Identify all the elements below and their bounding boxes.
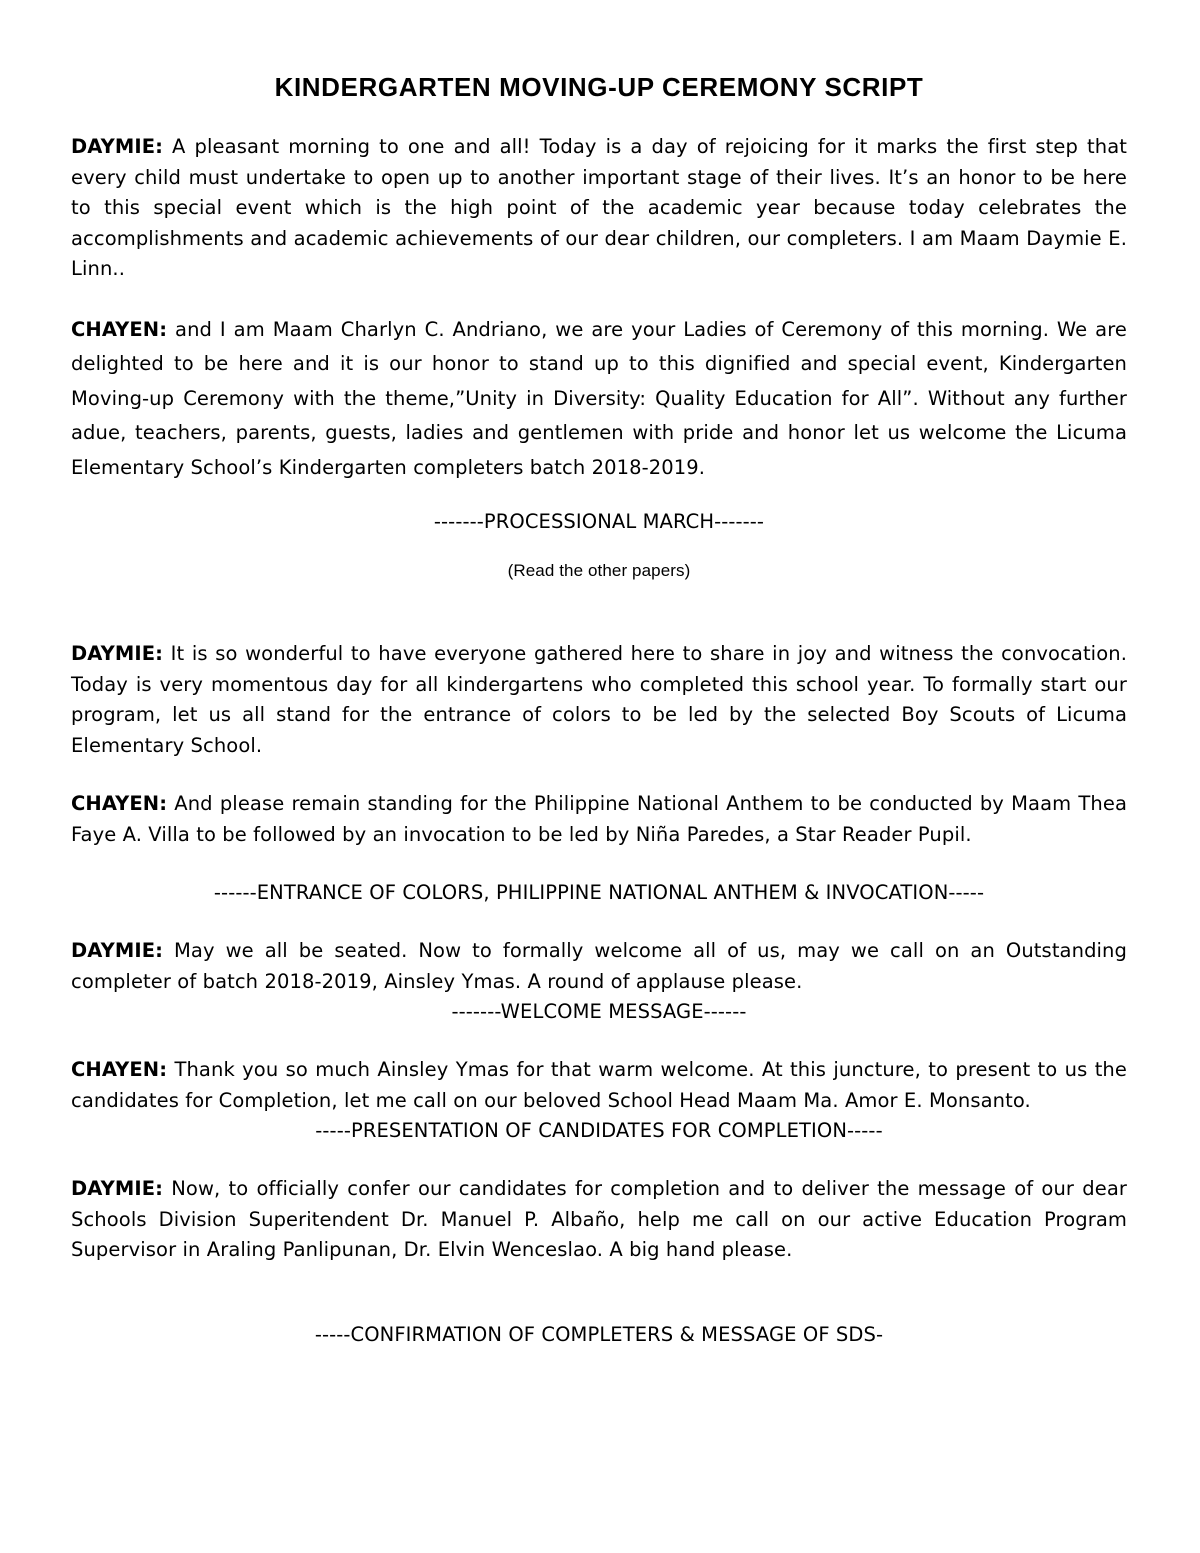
speaker-label: DAYMIE: — [71, 135, 164, 158]
speaker-label: CHAYEN: — [71, 317, 168, 341]
paragraph-text: and I am Maam Charlyn C. Andriano, we are your Ladies of Ceremony of this morning. We are delighted to be here and it is our honor to stand up to this dignified and special event, Kindergarten Moving-up Ceremony with the theme,”Unity in Diversity: Quality Education for All”. Without any further adue, teachers, parents, guests, ladies and gentlemen with pride and honor let us welcome the Licuma Elementary School’s Kindergarten completers batch 2018-2019. — [71, 317, 1127, 479]
section-heading-entrance-of-colors: ------ENTRANCE OF COLORS, PHILIPPINE NATIONAL ANTHEM & INVOCATION----- — [213, 881, 985, 904]
section-heading-processional: -------PROCESSIONAL MARCH------- — [433, 510, 765, 533]
paragraph-text: A pleasant morning to one and all! Today is a day of rejoicing for it marks the first step that every child must undertake to open up to another important stage of their lives. It’s an honor to be here to this special event which is the high point of the academic year because today celebrates the accomplishments and academic achievements of our dear children, our completers. I am Maam Daymie E. Linn.. — [71, 135, 1127, 280]
section-heading-confirmation: -----CONFIRMATION OF COMPLETERS & MESSAGE OF SDS- — [314, 1322, 884, 1346]
section-heading-presentation-of-candidates: -----PRESENTATION OF CANDIDATES FOR COMPLETION----- — [315, 1119, 883, 1142]
document-title: KINDERGARTEN MOVING-UP CEREMONY SCRIPT — [274, 72, 924, 102]
speaker-label: DAYMIE: — [71, 642, 164, 665]
speaker-label: DAYMIE: — [71, 1177, 164, 1200]
paragraph-daymie-opening — [71, 132, 1127, 285]
paragraph-daymie-confer — [71, 1174, 1127, 1266]
paragraph-daymie-convocation — [71, 639, 1127, 761]
speaker-label: CHAYEN: — [71, 1058, 168, 1081]
speaker-label: DAYMIE: — [71, 939, 164, 962]
paragraph-text: Thank you so much Ainsley Ymas for that warm welcome. At this juncture, to present to us the candidates for Completion, let me call on our beloved School Head Maam Ma. Amor E. Monsanto. — [71, 1058, 1127, 1112]
paragraph-chayen-anthem — [71, 789, 1127, 850]
section-heading-welcome-message: -------WELCOME MESSAGE------ — [451, 1000, 747, 1023]
paragraph-text: May we all be seated. Now to formally welcome all of us, may we call on an Outstanding completer of batch 2018-2019, Ainsley Ymas. A round of applause please. — [71, 939, 1127, 993]
speaker-label: CHAYEN: — [71, 792, 168, 815]
document-body — [71, 68, 1127, 1350]
paragraph-text: It is so wonderful to have everyone gathered here to share in joy and witness the convocation. Today is very momentous day for all kindergartens who completed this school year. To formally start our program, let us all stand for the entrance of colors to be led by the selected Boy Scouts of Licuma Elementary School. — [71, 642, 1127, 757]
paragraph-text: Now, to officially confer our candidates for completion and to deliver the message of our dear Schools Division Superitendent Dr. Manuel P. Albaño, help me call on our active Education Program Supervisor in Araling Panlipunan, Dr. Elvin Wenceslao. A big hand please. — [71, 1177, 1127, 1261]
paragraph-text: And please remain standing for the Philippine National Anthem to be conducted by Maam Thea Faye A. Villa to be followed by an invocation to be led by Niña Paredes, a Star Reader Pupil. — [71, 792, 1127, 846]
note-read-other-papers: (Read the other papers) — [507, 561, 691, 580]
paragraph-chayen-intro — [71, 313, 1127, 486]
paragraph-chayen-candidates — [71, 1055, 1127, 1116]
paragraph-daymie-welcome — [71, 936, 1127, 997]
